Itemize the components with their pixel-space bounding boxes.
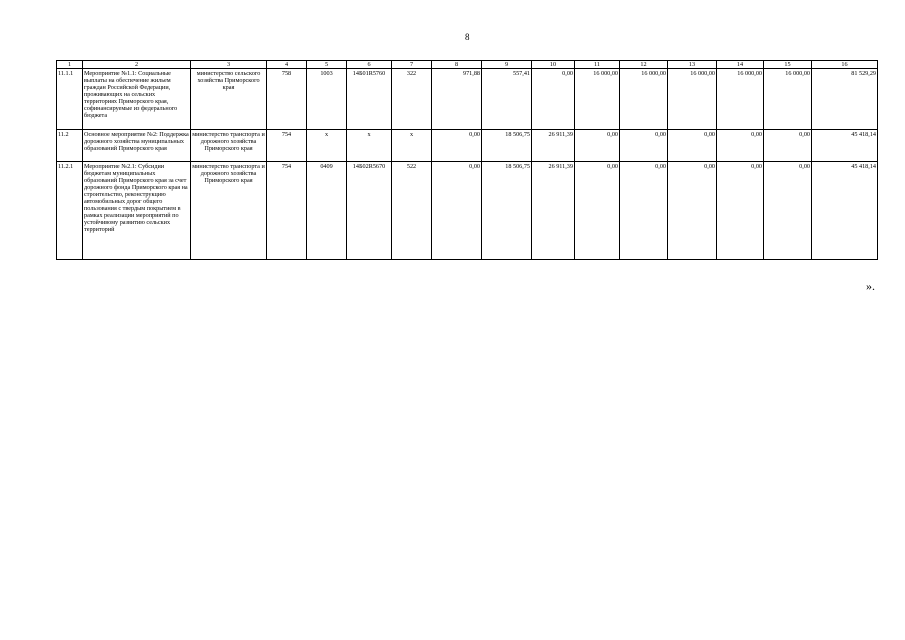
row-value: 0,00 (620, 162, 668, 260)
row-vr: х (392, 130, 432, 162)
budget-table (56, 60, 878, 260)
row-total: 45 418,14 (812, 162, 878, 260)
row-value: 557,41 (482, 69, 532, 130)
column-header: 7 (392, 61, 432, 69)
row-value: 0,00 (575, 162, 620, 260)
row-value: 18 506,75 (482, 130, 532, 162)
column-header: 14 (717, 61, 764, 69)
column-header: 2 (83, 61, 191, 69)
row-value: 16 000,00 (620, 69, 668, 130)
row-code: 11.2 (57, 130, 83, 162)
row-value: 18 506,75 (482, 162, 532, 260)
row-value: 971,88 (432, 69, 482, 130)
row-value: 0,00 (620, 130, 668, 162)
row-value: 0,00 (668, 130, 717, 162)
row-value: 0,00 (668, 162, 717, 260)
row-csr: х (347, 130, 392, 162)
row-value: 26 911,39 (532, 130, 575, 162)
row-executor: министерство транспорта и дорожного хозяйства Приморского края (191, 162, 267, 260)
row-value: 0,00 (764, 162, 812, 260)
row-name: Основное мероприятие №2: Поддержка дорожного хозяйства муниципальных образований Приморского края (83, 130, 191, 162)
table-row (57, 130, 878, 162)
row-total: 45 418,14 (812, 130, 878, 162)
row-value: 0,00 (764, 130, 812, 162)
column-header: 1 (57, 61, 83, 69)
row-value: 16 000,00 (717, 69, 764, 130)
row-csr: 14Б01R5760 (347, 69, 392, 130)
row-rzpr: х (307, 130, 347, 162)
column-header: 12 (620, 61, 668, 69)
page-number: 8 (465, 32, 470, 42)
row-value: 16 000,00 (668, 69, 717, 130)
table-header-row (57, 61, 878, 69)
column-header: 9 (482, 61, 532, 69)
row-rzpr: 0409 (307, 162, 347, 260)
column-header: 15 (764, 61, 812, 69)
column-header: 6 (347, 61, 392, 69)
row-value: 26 911,39 (532, 162, 575, 260)
row-grbs: 754 (267, 162, 307, 260)
row-value: 0,00 (575, 130, 620, 162)
row-value: 0,00 (717, 130, 764, 162)
row-vr: 522 (392, 162, 432, 260)
row-value: 16 000,00 (575, 69, 620, 130)
column-header: 4 (267, 61, 307, 69)
row-total: 81 529,29 (812, 69, 878, 130)
row-executor: министерство сельского хозяйства Приморского края (191, 69, 267, 130)
row-vr: 322 (392, 69, 432, 130)
row-value: 0,00 (532, 69, 575, 130)
column-header: 8 (432, 61, 482, 69)
row-value: 16 000,00 (764, 69, 812, 130)
row-name: Мероприятие №2.1: Субсидии бюджетам муниципальных образований Приморского края за счет дорожного фонда Приморского края на строительство, реконструкцию автомобильных дорог общего пользования с твердым покрытием в рамках реализации мероприятий по устойчивому развитию сельских территорий (83, 162, 191, 260)
row-grbs: 758 (267, 69, 307, 130)
column-header: 13 (668, 61, 717, 69)
row-rzpr: 1003 (307, 69, 347, 130)
row-value: 0,00 (432, 162, 482, 260)
column-header: 3 (191, 61, 267, 69)
row-value: 0,00 (432, 130, 482, 162)
table-row (57, 69, 878, 130)
row-code: 11.2.1 (57, 162, 83, 260)
row-grbs: 754 (267, 130, 307, 162)
row-value: 0,00 (717, 162, 764, 260)
closing-quote-mark: ». (866, 279, 875, 293)
row-executor: министерство транспорта и дорожного хозяйства Приморского края (191, 130, 267, 162)
column-header: 16 (812, 61, 878, 69)
row-code: 11.1.1 (57, 69, 83, 130)
row-name: Мероприятие №1.1: Социальные выплаты на обеспечение жильем граждан Российской Федерации, проживающих на сельских территориях Приморского края, софинансируемые из федерального бюджета (83, 69, 191, 130)
column-header: 11 (575, 61, 620, 69)
table-row (57, 162, 878, 260)
column-header: 5 (307, 61, 347, 69)
column-header: 10 (532, 61, 575, 69)
row-csr: 14Б02R5670 (347, 162, 392, 260)
